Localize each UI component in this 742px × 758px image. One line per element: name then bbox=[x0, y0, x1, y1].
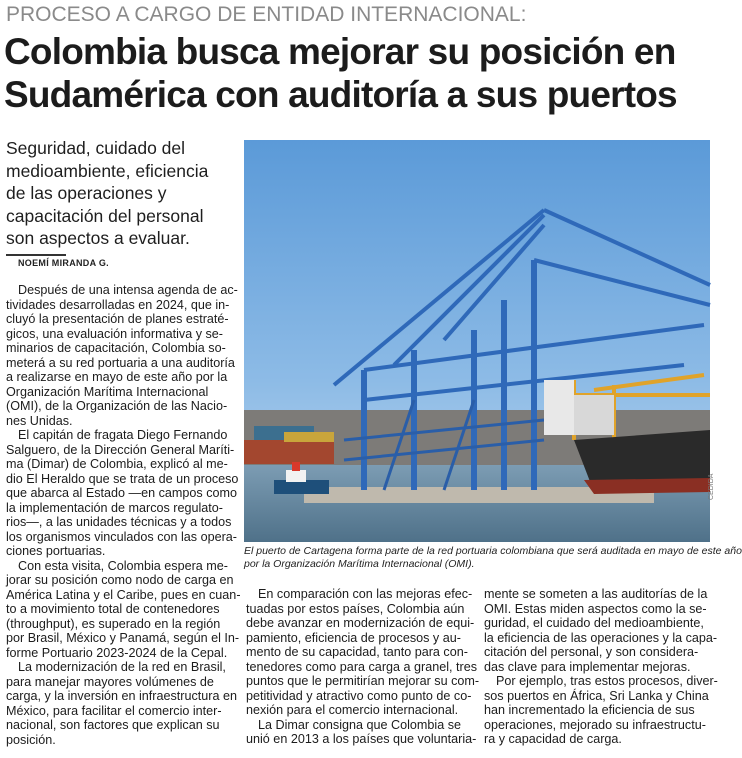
body-line: minarios de capacitación, Colombia so- bbox=[6, 341, 226, 355]
deck-line: capacitación del personal bbox=[6, 205, 204, 226]
body-line: to a movimiento total de contenedores bbox=[6, 602, 220, 616]
photo-caption bbox=[244, 545, 742, 571]
body-line: Organización Marítima Internacional bbox=[6, 384, 209, 399]
body-line: por Brasil, México y Panamá, según el In- bbox=[6, 631, 240, 645]
body-line: para manejar mayores volúmenes de bbox=[6, 674, 214, 689]
deck-line: son aspectos a evaluar. bbox=[6, 228, 190, 249]
body-line: posición. bbox=[6, 732, 56, 747]
body-line: nexión para el comercio internacional. bbox=[246, 703, 459, 717]
kicker: PROCESO A CARGO DE ENTIDAD INTERNACIONAL: bbox=[6, 3, 527, 26]
byline-rule bbox=[6, 254, 66, 256]
caption-line: El puerto de Cartagena forma parte de la red portuaria colombiana que será auditada en mayo de este año bbox=[244, 545, 742, 557]
body-line: operaciones, mejorado su infraestructu- bbox=[484, 717, 706, 732]
body-line: En comparación con las mejoras efec- bbox=[258, 587, 473, 601]
body-line: guridad, el cuidado del medioambiente, bbox=[484, 616, 704, 630]
body-line: puntos que le permitirían mejorar su com- bbox=[246, 674, 480, 688]
body-line: OMI. Estas miden aspectos como la se- bbox=[484, 601, 707, 616]
deck-line: Seguridad, cuidado del bbox=[6, 138, 186, 158]
caption-line: por la Organización Marítima Internacional (OMI). bbox=[244, 558, 475, 570]
body-line: cluyó la presentación de planes estraté- bbox=[6, 312, 229, 326]
body-line: la implementación de marcos regulato- bbox=[6, 500, 223, 515]
body-line: gicos, una evaluación informativa y se- bbox=[6, 326, 224, 341]
body-line: petitividad y atractivo como punto de co- bbox=[246, 688, 472, 703]
body-line: rios—, a las unidades técnicas y a todos bbox=[6, 515, 232, 529]
deck-line: medioambiente, eficiencia bbox=[6, 160, 209, 181]
body-line: debe avanzar en modernización de equi- bbox=[246, 616, 475, 630]
body-line: Después de una intensa agenda de ac- bbox=[18, 283, 238, 297]
body-line: mento de su capacidad, tanto para con- bbox=[246, 645, 468, 659]
body-line: citación del personal, y son considera- bbox=[484, 645, 699, 659]
body-line: La Dimar consigna que Colombia se bbox=[258, 717, 462, 732]
body-line: forme Portuario 2023-2024 de la Cepal. bbox=[6, 645, 228, 660]
body-line: ma (Dimar) de Colombia, explicó al me- bbox=[6, 457, 228, 471]
body-line: tuadas por estos países, Colombia aún bbox=[246, 601, 465, 616]
body-line: ciones portuarias. bbox=[6, 544, 106, 558]
photo-credit: CEDIDA bbox=[708, 473, 715, 500]
body-line: a realizarse en mayo de este año por la bbox=[6, 370, 228, 384]
body-line: Salguero, de la Dirección General Maríti- bbox=[6, 442, 235, 457]
article-column-3 bbox=[484, 587, 718, 747]
body-line: jorar su posición como nodo de carga en bbox=[6, 573, 234, 587]
headline bbox=[4, 30, 710, 116]
body-line: carga, y la inversión en infraestructura en bbox=[6, 689, 238, 703]
body-line: (OMI), de la Organización de las Nacio- bbox=[6, 399, 228, 413]
body-line: El capitán de fragata Diego Fernando bbox=[18, 428, 228, 442]
article-column-2 bbox=[246, 587, 480, 747]
body-line: unió en 2013 a los países que voluntaria- bbox=[246, 732, 477, 746]
headline-line-2: Sudamérica con auditoría a sus puertos bbox=[4, 74, 677, 115]
headline-line-1: Colombia busca mejorar su posición en bbox=[4, 31, 676, 72]
body-line: Con esta visita, Colombia espera me- bbox=[18, 558, 228, 573]
body-line: ra y capacidad de carga. bbox=[484, 732, 622, 746]
body-line: sos puertos en África, Sri Lanka y China bbox=[484, 688, 709, 703]
body-line: tividades desarrolladas en 2024, que in- bbox=[6, 297, 230, 312]
body-line: Por ejemplo, tras estos procesos, diver- bbox=[496, 674, 718, 688]
article-column-1 bbox=[6, 283, 241, 747]
body-line: meterá a su red portuaria a una auditoría bbox=[6, 355, 235, 370]
byline: NOEMÍ MIRANDA G. bbox=[18, 258, 109, 268]
body-line: los organismos vinculados con las opera- bbox=[6, 529, 238, 544]
body-line: México, para facilitar el comercio inter- bbox=[6, 703, 222, 718]
body-line: pamiento, eficiencia de procesos y au- bbox=[246, 630, 461, 645]
body-line: dio El Heraldo que se trata de un proceso bbox=[6, 471, 239, 486]
port-photo bbox=[244, 140, 710, 542]
deck-summary bbox=[6, 137, 232, 250]
body-line: la eficiencia de las operaciones y la capa- bbox=[484, 630, 718, 645]
body-line: que abarca al Estado —en campos como bbox=[6, 486, 238, 500]
body-line: nacional, son factores que explican su bbox=[6, 718, 220, 732]
body-line: América Latina y el Caribe, pues en cuan- bbox=[6, 587, 241, 602]
body-line: nes Unidas. bbox=[6, 413, 73, 428]
body-line: tenedores como para carga a granel, tres bbox=[246, 659, 478, 674]
body-line: (throughput), es superado en la región bbox=[6, 616, 221, 631]
body-line: das clave para implementar mejoras. bbox=[484, 659, 691, 674]
body-line: mente se someten a las auditorías de la bbox=[484, 587, 708, 601]
body-line: La modernización de la red en Brasil, bbox=[18, 660, 226, 674]
body-line: han incrementado la eficiencia de sus bbox=[484, 703, 695, 717]
deck-line: de las operaciones y bbox=[6, 183, 167, 204]
